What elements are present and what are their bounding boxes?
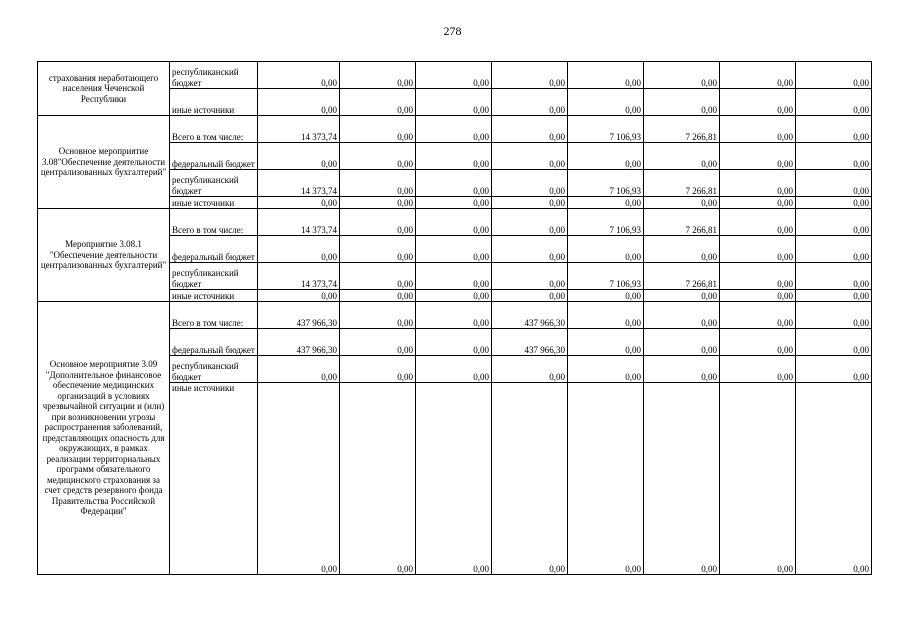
value-cell: 0,00 bbox=[258, 89, 340, 116]
value-cell: 14 373,74 bbox=[258, 209, 340, 236]
value-cell: 0,00 bbox=[644, 329, 720, 356]
funding-source-cell: Всего в том числе: bbox=[170, 209, 258, 236]
value-cell: 0,00 bbox=[492, 116, 568, 143]
value-cell: 0,00 bbox=[258, 290, 340, 302]
value-cell: 0,00 bbox=[568, 197, 644, 209]
value-cell: 0,00 bbox=[492, 170, 568, 197]
value-cell: 0,00 bbox=[340, 170, 416, 197]
value-cell: 0,00 bbox=[416, 290, 492, 302]
page-number: 278 bbox=[443, 24, 462, 38]
value-cell: 0,00 bbox=[568, 143, 644, 170]
table-row bbox=[38, 209, 872, 236]
value-cell: 0,00 bbox=[492, 263, 568, 290]
value-cell: 0,00 bbox=[796, 89, 872, 116]
value-cell: 0,00 bbox=[796, 170, 872, 197]
value-cell: 0,00 bbox=[340, 383, 416, 575]
value-cell: 0,00 bbox=[340, 302, 416, 329]
value-cell: 0,00 bbox=[720, 209, 796, 236]
value-cell: 0,00 bbox=[644, 236, 720, 263]
funding-source-cell: иные источники bbox=[170, 197, 258, 209]
value-cell: 0,00 bbox=[340, 89, 416, 116]
value-cell: 0,00 bbox=[720, 170, 796, 197]
funding-source-cell: федеральный бюджет bbox=[170, 236, 258, 263]
value-cell: 0,00 bbox=[796, 329, 872, 356]
value-cell: 0,00 bbox=[568, 356, 644, 383]
value-cell: 0,00 bbox=[416, 62, 492, 89]
value-cell: 0,00 bbox=[644, 356, 720, 383]
value-cell: 437 966,30 bbox=[492, 302, 568, 329]
table-body bbox=[38, 62, 872, 575]
value-cell: 0,00 bbox=[720, 383, 796, 575]
value-cell: 0,00 bbox=[340, 263, 416, 290]
value-cell: 0,00 bbox=[568, 329, 644, 356]
value-cell: 0,00 bbox=[258, 62, 340, 89]
activity-name-cell: Мероприятие 3.08.1 "Обеспечение деятельности централизованных бухгалтерий" bbox=[38, 209, 170, 302]
table-row bbox=[38, 62, 872, 89]
funding-source-cell: Всего в том числе: bbox=[170, 116, 258, 143]
value-cell: 0,00 bbox=[340, 356, 416, 383]
funding-source-cell: иные источники bbox=[170, 383, 258, 575]
value-cell: 0,00 bbox=[416, 197, 492, 209]
value-cell: 7 266,81 bbox=[644, 263, 720, 290]
value-cell: 0,00 bbox=[492, 236, 568, 263]
funding-source-cell: иные источники bbox=[170, 290, 258, 302]
value-cell: 0,00 bbox=[416, 209, 492, 236]
funding-source-cell: иные источники bbox=[170, 89, 258, 116]
value-cell: 7 266,81 bbox=[644, 209, 720, 236]
value-cell: 0,00 bbox=[340, 116, 416, 143]
funding-source-cell: республиканский бюджет bbox=[170, 356, 258, 383]
value-cell: 7 106,93 bbox=[568, 263, 644, 290]
value-cell: 0,00 bbox=[258, 143, 340, 170]
value-cell: 7 266,81 bbox=[644, 170, 720, 197]
value-cell: 0,00 bbox=[720, 236, 796, 263]
value-cell: 7 266,81 bbox=[644, 116, 720, 143]
funding-source-cell: республиканский бюджет bbox=[170, 170, 258, 197]
funding-source-cell: республиканский бюджет bbox=[170, 62, 258, 89]
value-cell: 0,00 bbox=[340, 329, 416, 356]
value-cell: 0,00 bbox=[416, 89, 492, 116]
value-cell: 0,00 bbox=[644, 62, 720, 89]
value-cell: 0,00 bbox=[258, 236, 340, 263]
value-cell: 0,00 bbox=[720, 263, 796, 290]
value-cell: 0,00 bbox=[796, 302, 872, 329]
value-cell: 0,00 bbox=[416, 356, 492, 383]
activity-name-cell: Основное мероприятие 3.08"Обеспечение деятельности централизованных бухгалтерий" bbox=[38, 116, 170, 209]
value-cell: 0,00 bbox=[720, 302, 796, 329]
value-cell: 0,00 bbox=[568, 383, 644, 575]
value-cell: 0,00 bbox=[644, 302, 720, 329]
value-cell: 0,00 bbox=[644, 197, 720, 209]
activity-name-cell: страхования неработающего населения Чеченской Республики bbox=[38, 62, 170, 116]
value-cell: 437 966,30 bbox=[492, 329, 568, 356]
value-cell: 0,00 bbox=[644, 290, 720, 302]
value-cell: 0,00 bbox=[340, 197, 416, 209]
value-cell: 0,00 bbox=[568, 89, 644, 116]
value-cell: 0,00 bbox=[796, 143, 872, 170]
value-cell: 0,00 bbox=[416, 143, 492, 170]
value-cell: 0,00 bbox=[416, 302, 492, 329]
value-cell: 0,00 bbox=[416, 263, 492, 290]
value-cell: 0,00 bbox=[340, 143, 416, 170]
value-cell: 0,00 bbox=[796, 383, 872, 575]
table-row bbox=[38, 116, 872, 143]
value-cell: 0,00 bbox=[796, 290, 872, 302]
value-cell: 0,00 bbox=[720, 116, 796, 143]
value-cell: 0,00 bbox=[796, 62, 872, 89]
table-row bbox=[38, 302, 872, 329]
value-cell: 0,00 bbox=[796, 263, 872, 290]
value-cell: 0,00 bbox=[492, 383, 568, 575]
value-cell: 0,00 bbox=[796, 116, 872, 143]
value-cell: 0,00 bbox=[796, 356, 872, 383]
value-cell: 0,00 bbox=[720, 329, 796, 356]
funding-source-cell: федеральный бюджет bbox=[170, 329, 258, 356]
value-cell: 14 373,74 bbox=[258, 170, 340, 197]
value-cell: 0,00 bbox=[796, 236, 872, 263]
value-cell: 14 373,74 bbox=[258, 116, 340, 143]
activity-name-cell: Основное мероприятие 3.09 "Дополнительное финансовое обеспечение медицинских организаций в условиях чрезвычайной ситуации и (или) при возникновении угрозы распространения заболеваний, представляющих опасность для окружающих, в рамках реализации территориальных программ обязательного медицинского страхования за счет средств резервного фонда Правительства Российской Федерации" bbox=[38, 302, 170, 575]
value-cell: 7 106,93 bbox=[568, 209, 644, 236]
value-cell: 7 106,93 bbox=[568, 170, 644, 197]
value-cell: 0,00 bbox=[720, 356, 796, 383]
funding-source-cell: Всего в том числе: bbox=[170, 302, 258, 329]
value-cell: 0,00 bbox=[416, 170, 492, 197]
value-cell: 0,00 bbox=[340, 209, 416, 236]
value-cell: 0,00 bbox=[416, 116, 492, 143]
value-cell: 0,00 bbox=[492, 197, 568, 209]
value-cell: 0,00 bbox=[568, 290, 644, 302]
value-cell: 0,00 bbox=[340, 236, 416, 263]
value-cell: 0,00 bbox=[340, 290, 416, 302]
value-cell: 0,00 bbox=[720, 62, 796, 89]
value-cell: 437 966,30 bbox=[258, 329, 340, 356]
value-cell: 0,00 bbox=[720, 197, 796, 209]
value-cell: 437 966,30 bbox=[258, 302, 340, 329]
value-cell: 0,00 bbox=[568, 236, 644, 263]
value-cell: 0,00 bbox=[492, 209, 568, 236]
value-cell: 0,00 bbox=[720, 290, 796, 302]
value-cell: 0,00 bbox=[492, 356, 568, 383]
value-cell: 0,00 bbox=[568, 62, 644, 89]
value-cell: 0,00 bbox=[720, 143, 796, 170]
value-cell: 0,00 bbox=[644, 143, 720, 170]
value-cell: 0,00 bbox=[258, 356, 340, 383]
value-cell: 0,00 bbox=[492, 143, 568, 170]
value-cell: 0,00 bbox=[796, 209, 872, 236]
value-cell: 0,00 bbox=[796, 197, 872, 209]
value-cell: 0,00 bbox=[568, 302, 644, 329]
funding-source-cell: федеральный бюджет bbox=[170, 143, 258, 170]
value-cell: 0,00 bbox=[644, 89, 720, 116]
value-cell: 0,00 bbox=[416, 329, 492, 356]
funding-source-cell: республиканский бюджет bbox=[170, 263, 258, 290]
value-cell: 0,00 bbox=[416, 383, 492, 575]
value-cell: 0,00 bbox=[492, 89, 568, 116]
value-cell: 14 373,74 bbox=[258, 263, 340, 290]
value-cell: 7 106,93 bbox=[568, 116, 644, 143]
value-cell: 0,00 bbox=[644, 383, 720, 575]
value-cell: 0,00 bbox=[492, 62, 568, 89]
value-cell: 0,00 bbox=[258, 197, 340, 209]
value-cell: 0,00 bbox=[492, 290, 568, 302]
value-cell: 0,00 bbox=[340, 62, 416, 89]
value-cell: 0,00 bbox=[416, 236, 492, 263]
budget-table bbox=[37, 61, 872, 575]
value-cell: 0,00 bbox=[720, 89, 796, 116]
value-cell: 0,00 bbox=[258, 383, 340, 575]
